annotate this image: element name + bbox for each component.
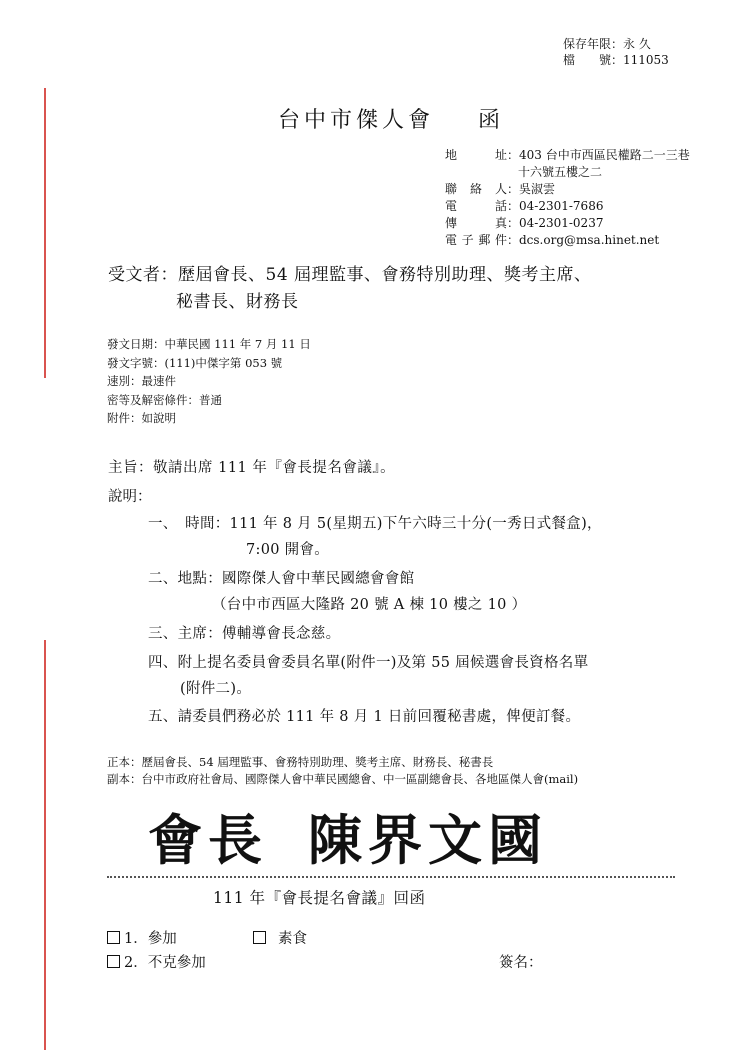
fax-value: ：04-2301-0237: [507, 216, 604, 230]
signature-field[interactable]: [499, 951, 543, 972]
contact-person-value: ：吳淑雲: [507, 182, 556, 196]
attachment-note: 附件：如說明: [107, 411, 176, 426]
recipient-line2: 秘書長、財務長: [176, 292, 299, 312]
vegetarian-label: 素食: [278, 931, 307, 947]
contact-block: [445, 147, 690, 249]
address-value-line2: 十六號五樓之二: [518, 165, 603, 179]
issue-date: 發文日期：中華民國 111 年 7 月 11 日: [107, 337, 311, 351]
item-1-line2: 7:00 開會。: [246, 542, 330, 558]
subject-line: 主旨：敬請出席 111 年『會長提名會議』。: [108, 460, 396, 476]
cut-line: [107, 876, 675, 878]
file-number: 檔 號：111053: [563, 53, 669, 67]
delivery-speed: 速別：最速件: [107, 374, 176, 389]
signature-title: 會長: [148, 808, 268, 872]
item-3: 三、主席：傅輔導會長念慈。: [148, 626, 341, 642]
email-label: 電子郵件: [445, 233, 507, 247]
option-vegetarian[interactable]: [253, 927, 307, 948]
reference-number: 發文字號：(111)中傑字第 053 號: [107, 355, 283, 370]
item-1-line1: 一、 時間：111 年 8 月 5(星期五)下午六時三十分(一秀日式餐盒)，: [148, 516, 602, 532]
signature-label: 簽名：: [499, 955, 543, 971]
option-attend[interactable]: [107, 927, 177, 948]
phone-label: 電 話: [445, 199, 507, 213]
secrecy-level: 密等及解密條件：普通: [107, 392, 222, 407]
document-title: [278, 103, 504, 134]
not-attend-checkbox[interactable]: [107, 955, 120, 968]
organization-name: 台中市傑人會: [278, 108, 435, 133]
item-4-line1: 四、附上提名委員會委員名單(附件一)及第 55 屆候選會長資格名單: [148, 655, 589, 671]
address-label: 地 址: [445, 148, 507, 162]
item-2-line1: 二、地點：國際傑人會中華民國總會會館: [148, 571, 415, 587]
address-value: ：403 台中市西區民權路二一三巷: [507, 148, 690, 162]
item-4-line2: (附件二)。: [180, 681, 252, 697]
item-5: 五、請委員們務必於 111 年 8 月 1 日前回覆秘書處，俾便訂餐。: [148, 709, 581, 725]
option-not-attend[interactable]: [107, 951, 206, 972]
fax-label: 傳 真: [445, 216, 507, 230]
item-2-line2: （台中市西區大隆路 20 號 A 棟 10 樓之 10 ）: [212, 597, 527, 613]
reply-slip-title: 111 年『會長提名會議』回函: [213, 889, 426, 907]
retention-period: 保存年限：永 久: [563, 37, 651, 51]
retention-info: [563, 36, 672, 68]
president-signature: [148, 798, 548, 875]
signature-name: 陳界文國: [308, 808, 548, 872]
main-recipients: 正本：歷屆會長、54 屆理監事、會務特別助理、獎考主席、財務長、秘書長: [107, 755, 494, 769]
contact-person-label: 聯 絡 人: [445, 182, 507, 196]
document-type: 函: [478, 108, 505, 133]
margin-line-bottom: [44, 640, 46, 1050]
recipient-line1: 受文者：歷屆會長、54 屆理監事、會務特別助理、獎考主席、: [108, 265, 592, 285]
copy-recipients: 副本：台中市政府社會局、國際傑人會中華民國總會、中一區副總會長、各地區傑人會(mail): [107, 772, 579, 786]
attend-checkbox[interactable]: [107, 931, 120, 944]
margin-line-top: [44, 88, 46, 378]
distribution-block: [107, 754, 578, 788]
email-value: ：dcs.org@msa.hinet.net: [507, 233, 660, 247]
explanation-label: 說明：: [108, 489, 152, 505]
document-meta: [107, 335, 311, 428]
attend-label: 1．參加: [124, 931, 177, 947]
vegetarian-checkbox[interactable]: [253, 931, 266, 944]
not-attend-label: 2．不克參加: [124, 955, 206, 971]
recipient-block: [108, 262, 592, 316]
phone-value: ：04-2301-7686: [507, 199, 604, 213]
